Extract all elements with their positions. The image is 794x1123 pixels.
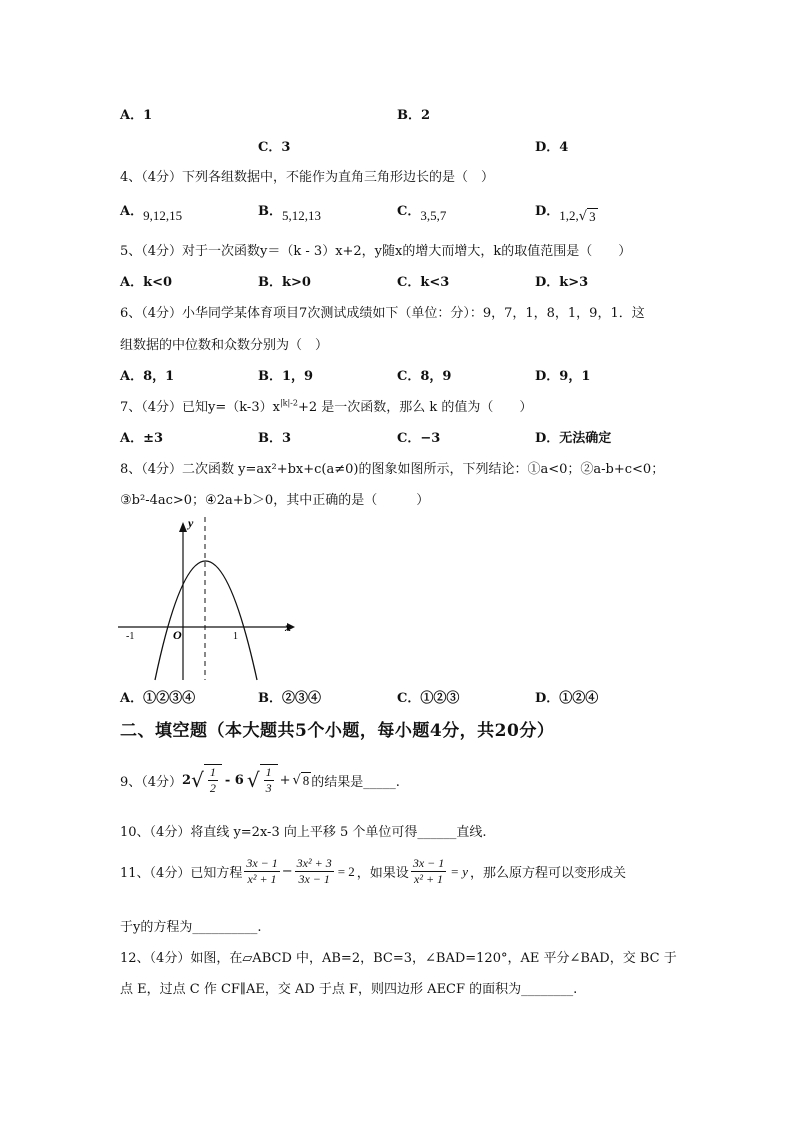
- q9-term2-op: - 6: [224, 772, 244, 788]
- q4-option-a: [120, 200, 183, 223]
- q4-option-d-radicand: 3: [589, 209, 596, 224]
- q4-option-c-value: 3,5,7: [420, 208, 447, 223]
- x-axis-label: x: [285, 620, 291, 634]
- q5-option-b: B．k>0: [258, 275, 311, 290]
- q11-stem-line2: 于y的方程为__________.: [120, 920, 262, 935]
- q9-term3-sqrt: √ 8: [292, 772, 310, 788]
- q8-stem-line1: 8、（4分）二次函数 y=ax²+bx+c(a≠0)的图象如图所示，下列结论：①a<0；②a-b+c<0；: [120, 462, 665, 477]
- q9-term1-coef: 2: [182, 772, 192, 788]
- q4-option-d: [535, 200, 598, 224]
- q4-option-b-label: B．: [258, 204, 282, 219]
- q9-term2-sqrt: √ $\frac{1}{3}$: [247, 764, 278, 796]
- q11-frac3-num: 3x − 1: [412, 856, 445, 870]
- q6-stem-line2: 组数据的中位数和众数分别为（ ）: [120, 338, 329, 353]
- q7-stem-pre: 7、（4分）已知y=（k-3）x: [120, 400, 280, 415]
- q5-option-d: D．k>3: [535, 275, 589, 290]
- q9-term3-op: +: [279, 772, 291, 788]
- q11-frac1-num: 3x − 1: [246, 856, 278, 870]
- q9-term2-num: 1: [265, 765, 272, 779]
- q12-stem-line2: 点 E，过点 C 作 CF∥AE，交 AD 于点 F，则四边形 AECF 的面积为________.: [120, 982, 578, 997]
- tick-label-1: 1: [233, 631, 238, 642]
- q3-option-a: A．1: [120, 108, 153, 123]
- q11-suffix: ，那么原方程可以变形成关: [470, 866, 627, 881]
- q4-option-a-label: A．: [120, 204, 144, 219]
- section-2-title: 二、填空题（本大题共5个小题，每小题4分，共20分）: [120, 721, 555, 741]
- tick-label-neg1: -1: [126, 631, 135, 642]
- q4-option-a-value: 9,12,15: [143, 208, 183, 223]
- q11-minus: −: [281, 864, 293, 879]
- q8-option-d: D．①②④: [535, 691, 599, 706]
- q11-eq-y: = y: [450, 863, 469, 879]
- q9-term3-radicand: 8: [302, 772, 310, 788]
- q4-option-c-label: C．: [397, 204, 421, 219]
- q3-option-d: D．4: [535, 140, 569, 155]
- q5-option-a: A．k<0: [120, 275, 173, 290]
- q11-frac2-num: 3x² + 3: [296, 856, 332, 870]
- q11-frac1-den: x² + 1: [247, 872, 277, 886]
- q4-option-d-sqrt: √ 3: [578, 209, 596, 224]
- y-axis-arrow: [179, 522, 187, 532]
- q8-option-c: C．①②③: [397, 691, 460, 706]
- y-axis-label: y: [188, 516, 194, 530]
- q11-eq: = 2: [337, 863, 355, 879]
- q9-term1-num: 1: [209, 765, 216, 779]
- q7-option-c: C．−3: [397, 431, 441, 446]
- q6-option-d: D．9，1: [535, 369, 591, 384]
- q8-option-a: A．①②③④: [120, 691, 196, 706]
- q9-suffix: 的结果是_____.: [311, 774, 400, 790]
- q4-option-b-value: 5,12,13: [282, 208, 321, 223]
- q6-option-b: B．1，9: [258, 369, 314, 384]
- q10-stem: 10、（4分）将直线 y=2x-3 向上平移 5 个单位可得______直线.: [120, 825, 487, 840]
- q3-option-c: C．3: [258, 140, 291, 155]
- q3-option-b: B．2: [397, 108, 431, 123]
- q7-stem-exponent: |k|-2: [279, 398, 298, 408]
- q9-term1-sqrt: √ $\frac{1}{2}$: [191, 764, 222, 796]
- parabola-curve: [155, 561, 257, 680]
- q7-stem-post: +2 是一次函数，那么 k 的值为（ ）: [297, 400, 533, 415]
- q9-term1-den: 2: [209, 781, 216, 795]
- q11-frac1: [244, 856, 279, 887]
- q9-prefix: 9、（4分）: [120, 774, 183, 790]
- q9-term2-frac: [264, 765, 274, 796]
- q11-prefix: 11、（4分）已知方程: [120, 866, 243, 881]
- origin-label: O: [173, 628, 182, 642]
- q9: [120, 764, 400, 796]
- q4-option-d-label: D．: [535, 204, 560, 219]
- q5-stem: 5、（4分）对于一次函数y＝（k - 3）x+2，y随x的增大而增大，k的取值范围是（ ）: [120, 244, 632, 259]
- q12-stem-line1: 12、（4分）如图，在▱ABCD 中，AB=2，BC=3，∠BAD=120°，AE 平分∠BAD，交 BC 于: [120, 951, 677, 966]
- q4-option-c: [397, 200, 447, 223]
- q5-option-c: C．k<3: [397, 275, 450, 290]
- q6-stem-line1: 6、（4分）小华同学某体育项目7次测试成绩如下（单位：分）：9，7，1，8，1，9，1．这: [120, 306, 645, 321]
- q7-option-a: A．±3: [120, 431, 164, 446]
- q11-mid: ，如果设: [356, 866, 409, 881]
- q11-frac3-den: x² + 1: [414, 872, 444, 886]
- q9-term2-den: 3: [265, 781, 272, 795]
- q11-frac2: [295, 856, 334, 887]
- q11-stem-line1: [120, 856, 626, 887]
- q4-option-b: [258, 200, 321, 223]
- q4-option-d-value: 1,2,: [559, 208, 579, 223]
- q6-option-a: A．8，1: [120, 369, 175, 384]
- q6-option-c: C．8，9: [397, 369, 452, 384]
- q7-stem: [120, 396, 532, 415]
- q9-term1-frac: [208, 765, 218, 796]
- q11-frac3: [411, 856, 446, 887]
- q8-parabola-graph: [115, 512, 300, 682]
- q7-option-d: D．无法确定: [535, 431, 612, 446]
- q7-option-b: B．3: [258, 431, 292, 446]
- q8-stem-line2: ③b²-4ac>0；④2a+b＞0，其中正确的是（ ）: [120, 493, 430, 508]
- q4-stem: 4、（4分）下列各组数据中，不能作为直角三角形边长的是（ ）: [120, 170, 495, 185]
- q11-frac2-den: 3x − 1: [298, 872, 330, 886]
- q8-option-b: B．②③④: [258, 691, 321, 706]
